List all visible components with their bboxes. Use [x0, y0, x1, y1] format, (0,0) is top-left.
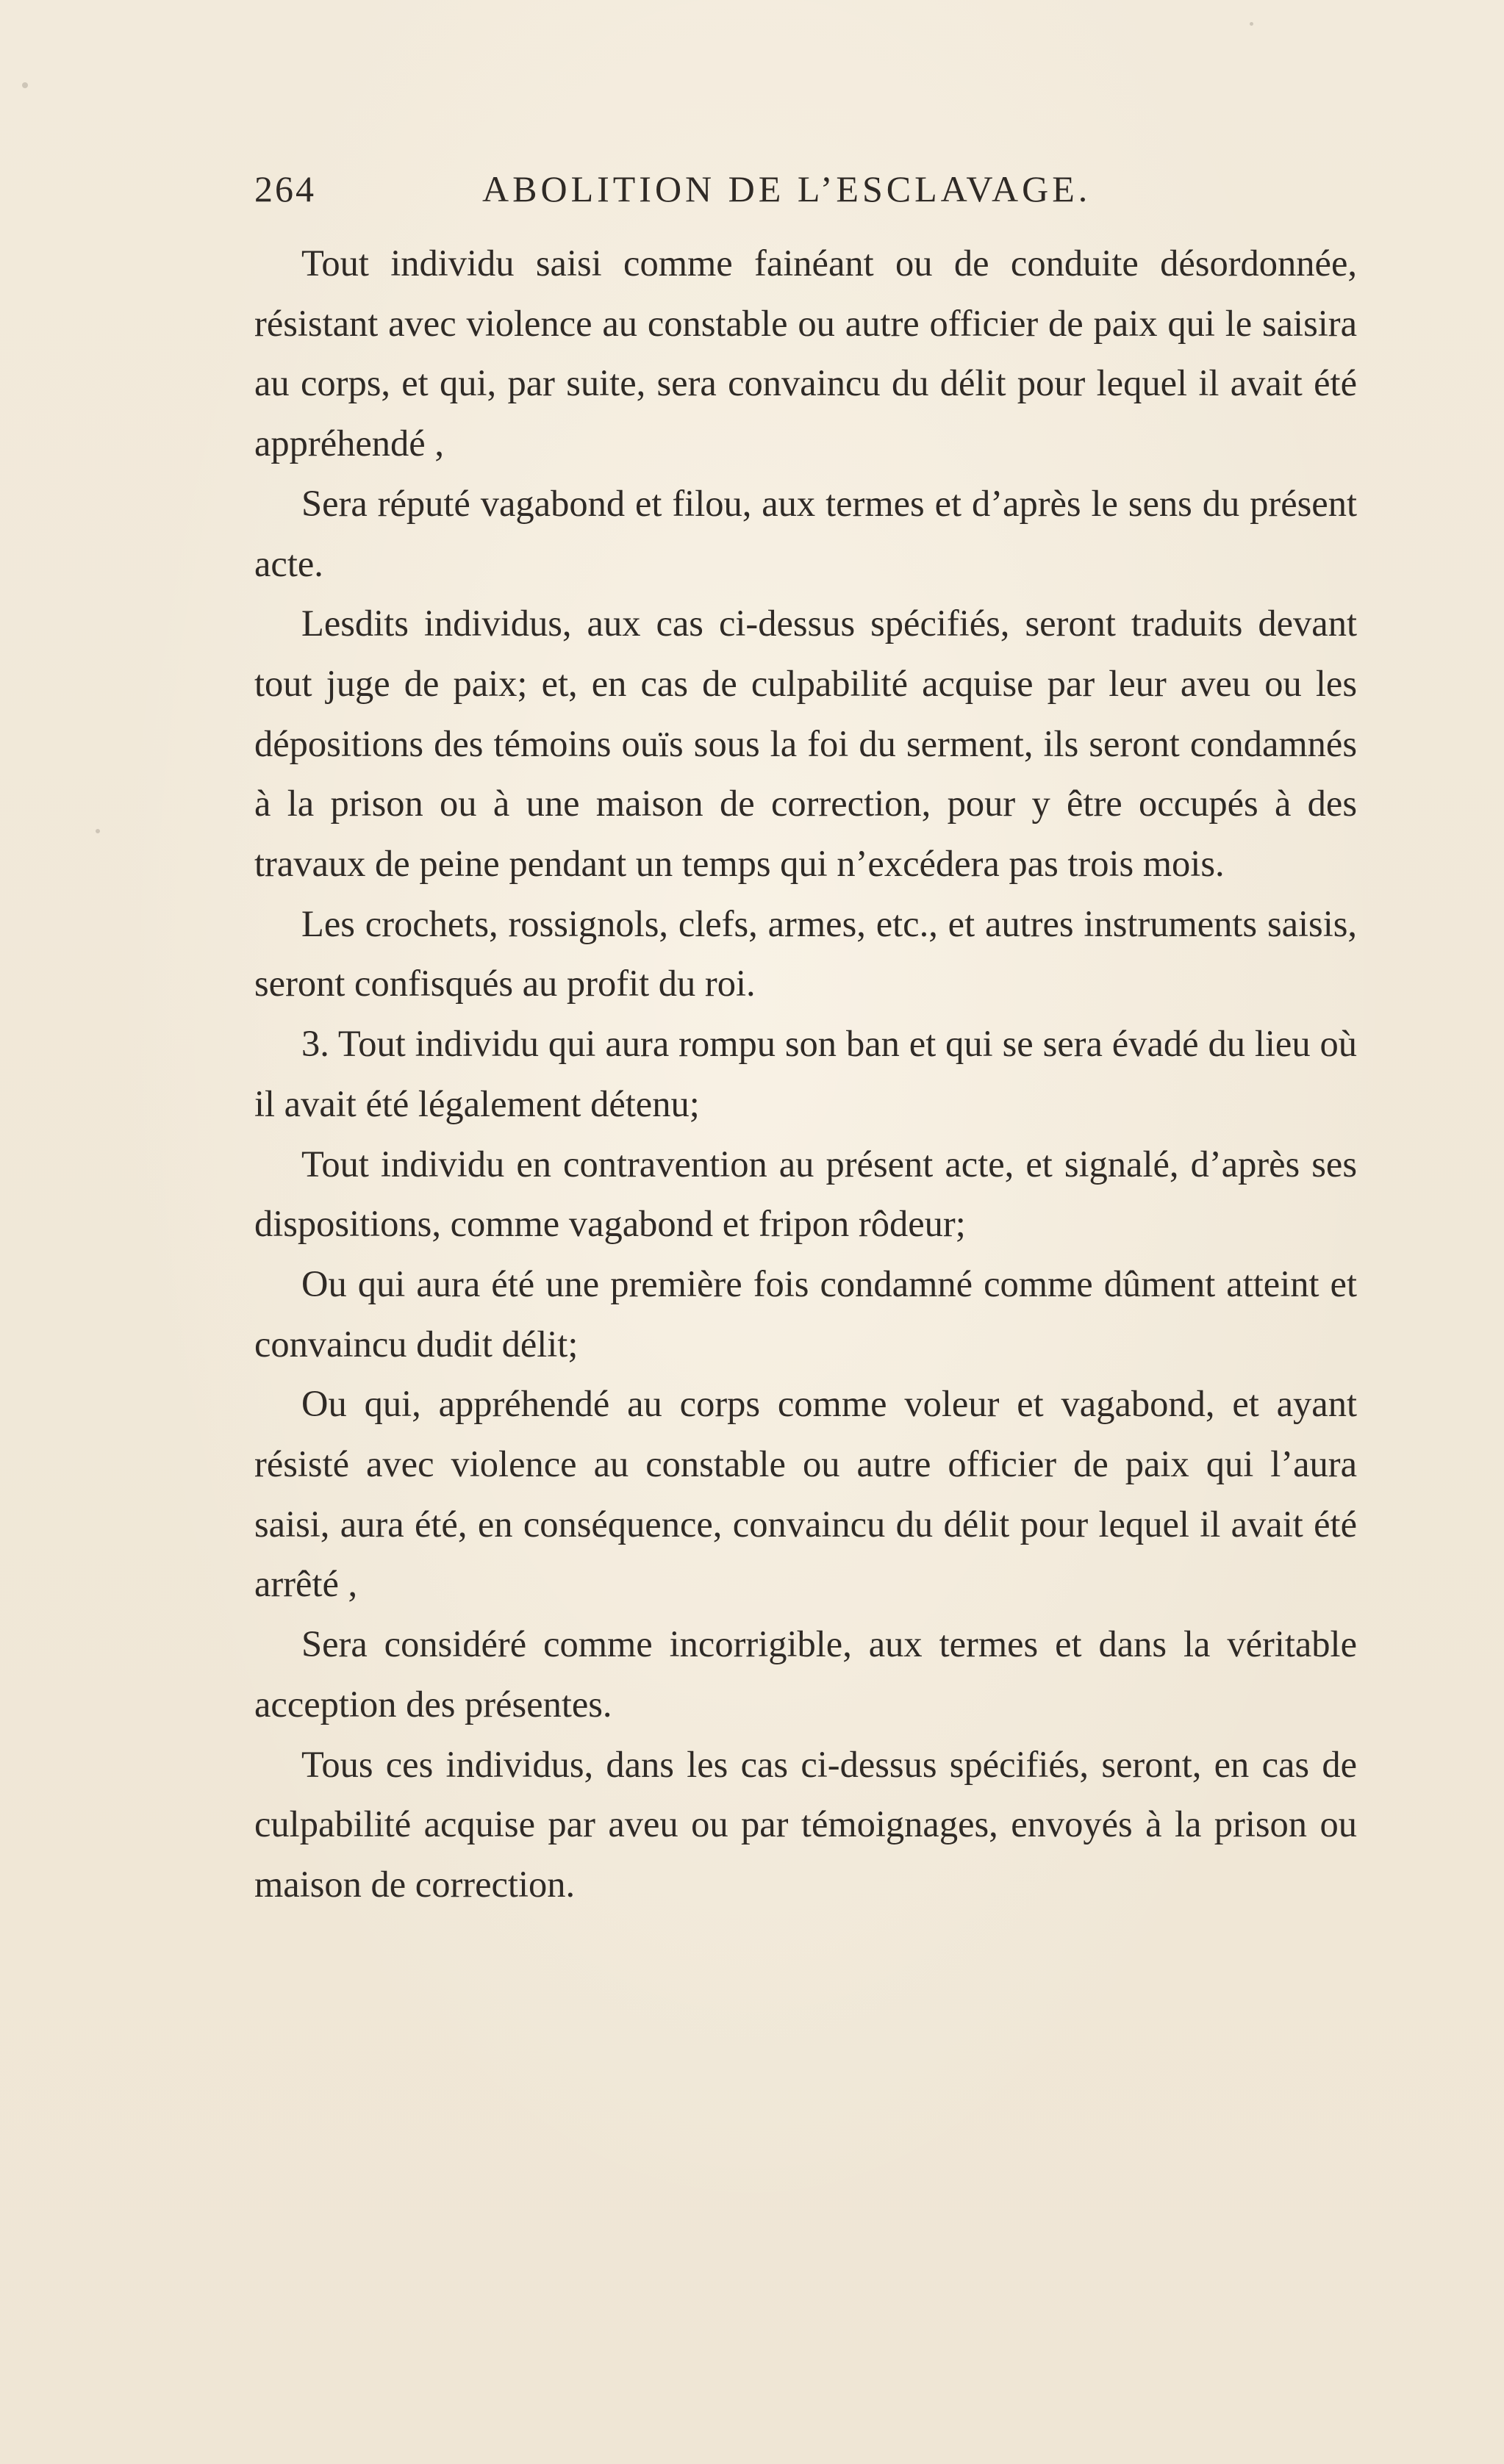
paragraph: Sera réputé vagabond et filou, aux termes et d’après le sens du présent acte.	[254, 482, 1357, 584]
page-number: 264	[254, 168, 316, 209]
paragraph: Tout individu saisi comme fainéant ou de conduite désordonnée, résistant avec violence au constable ou autre officier de paix qui le saisira au corps, et qui, par suite, sera convaincu du délit pour lequel il avait été appréhendé ,	[254, 243, 1357, 464]
paragraph: Sera considéré comme incorrigible, aux termes et dans la véritable acception des présentes.	[254, 1623, 1357, 1725]
paragraph: 3. Tout individu qui aura rompu son ban et qui se sera évadé du lieu où il avait été légalement détenu;	[254, 1023, 1357, 1124]
paper-speck	[22, 82, 28, 88]
page-header	[254, 168, 1357, 219]
paper-speck	[96, 829, 100, 833]
running-head: ABOLITION DE L’ESCLAVAGE.	[482, 168, 1092, 209]
paragraph: Ou qui aura été une première fois condamné comme dûment atteint et convaincu dudit délit;	[254, 1262, 1357, 1365]
paragraph: Ou qui, appréhendé au corps comme voleur et vagabond, et ayant résisté avec violence au constable ou autre officier de paix qui l’aura saisi, aura été, en conséquence, convaincu du délit pour lequel il avait été arrêté ,	[254, 1383, 1357, 1605]
paragraph: Tous ces individus, dans les cas ci-dessus spécifiés, seront, en cas de culpabilité acquise par aveu ou par témoignages, envoyés à la prison ou maison de correction.	[254, 1743, 1357, 1905]
paragraph: Lesdits individus, aux cas ci-dessus spécifiés, seront traduits devant tout juge de paix; et, en cas de culpabilité acquise par leur aveu ou les dépositions des témoins ouïs sous la foi du serment, ils seront condamnés à la prison ou à une maison de correction, pour y être occupés à des travaux de peine pendant un temps qui n’excédera pas trois mois.	[254, 603, 1357, 885]
paragraph: Les crochets, rossignols, clefs, armes, etc., et autres instruments saisis, seront confisqués au profit du roi.	[254, 902, 1357, 1005]
body-text	[254, 234, 1357, 1915]
paper-speck	[1250, 22, 1253, 26]
paragraph: Tout individu en contravention au présent acte, et signalé, d’après ses dispositions, comme vagabond et fripon rôdeur;	[254, 1143, 1357, 1245]
